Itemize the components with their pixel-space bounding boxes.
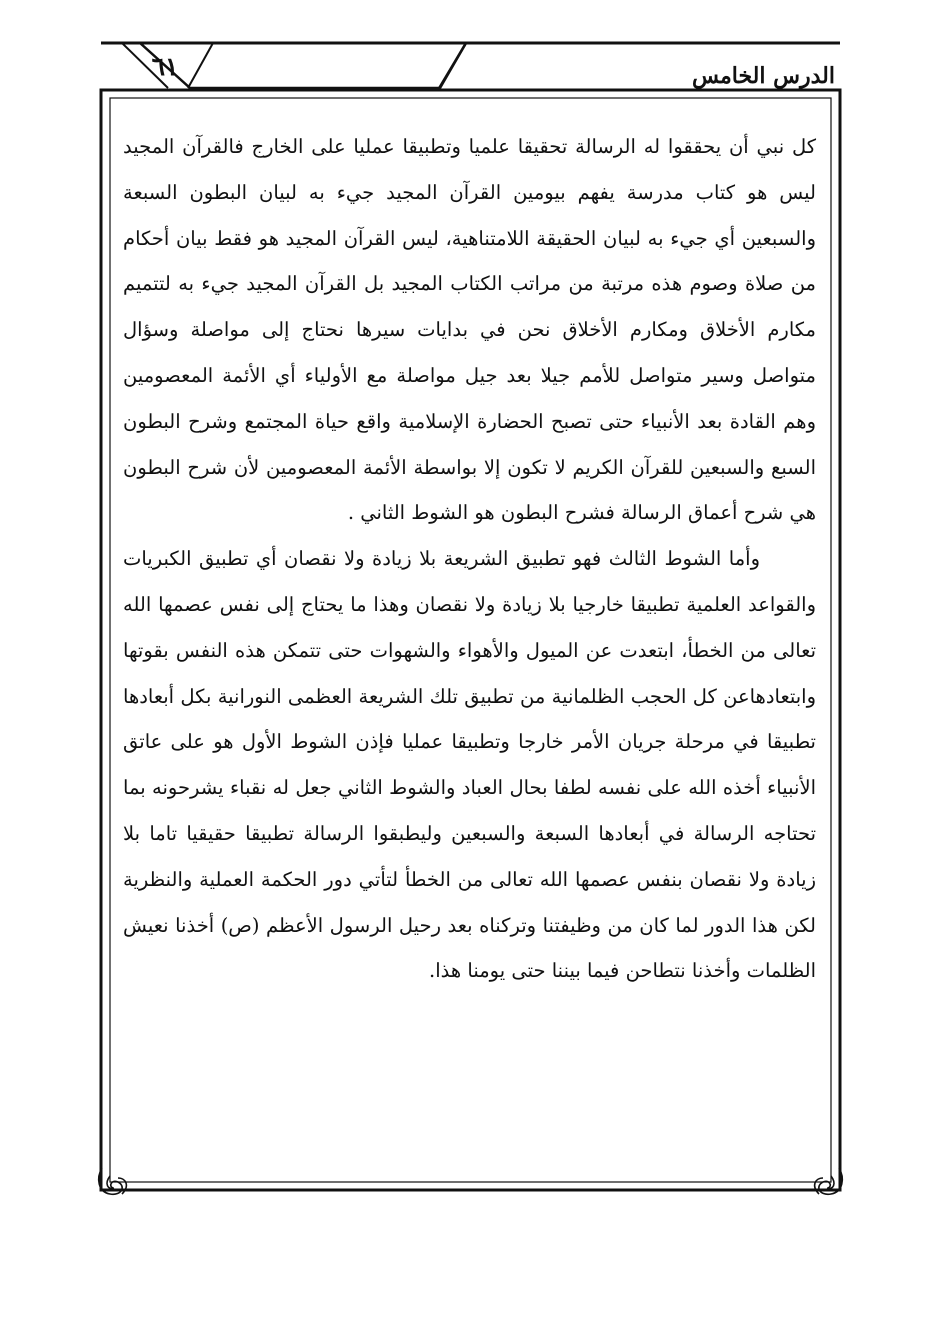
page-number: ٦١ bbox=[151, 52, 179, 81]
paragraph: وأما الشوط الثالث فهو تطبيق الشريعة بلا زيادة ولا نقصان أي تطبيق الكبريات والقواعد العلمية تطبيقا خارجيا بلا زيادة ولا نقصان وهذا ما يحتاج إلى نفس عصمها الله تعالى من الخطأ، ابتعدت عن الميول والأهواء والشهوات حتى تتمكن هذه النفس بقوتها وابتعادهاعن كل الحجب الظلمانية من تطبيق تلك الشريعة العظمى النورانية بكل أبعادها تطبيقا في مرحلة جريان الأمر خارجا وتطبيقا عمليا فإذن الشوط الأول هو على عاتق الأنبياء أخذه الله على نفسه لطفا بحال العباد والشوط الثاني جعل له نقباء يشرحونه بما تحتاجه الرسالة في أبعادها السبعة والسبعين وليطبقوا الرسالة تطبيقا حقيقيا تاما بلا زيادة ولا نقصان بنفس عصمها الله تعالى من الخطأ لتأتي دور الحكمة العملية والنظرية لكن هذا الدور لما كان من وظيفتنا وتركناه بعد رحيل الرسول الأعظم (ص) أخذنا نعيش الظلمات وأخذنا نتطاحن فيما بيننا حتى يومنا هذا. bbox=[123, 547, 816, 983]
paragraph: كل نبي أن يحققوا له الرسالة تحقيقا علميا وتطبيقا عمليا على الخارج فالقرآن المجيد ليس هو كتاب مدرسة يفهم بيومين القرآن المجيد جيء به لبيان البطون السبعة والسبعين أي جيء به لبيان الحقيقة اللامتناهية، ليس القرآن المجيد هو فقط بيان أحكام من صلاة وصوم هذه مرتبة من مراتب الكتاب المجيد بل القرآن المجيد جيء به لتتميم مكارم الأخلاق ومكارم الأخلاق نحن في بدايات سيرها نحتاج إلى مواصلة وسؤال متواصل وسير متواصل للأمم جيلا بعد جيل مواصلة مع الأولياء أي الأئمة المعصومين وهم القادة بعد الأنبياء حتى تصبح الحضارة الإسلامية واقع حياة المجتمع وشرح البطون السبع والسبعين للقرآن الكريم لا تكون إلا بواسطة الأئمة المعصومين لأن شرح البطون هي شرح أعماق الرسالة فشرح البطون هو الشوط الثاني . bbox=[123, 135, 816, 525]
header-right-slant bbox=[438, 43, 466, 90]
chapter-title: الدرس الخامس bbox=[691, 63, 835, 89]
text-body bbox=[123, 124, 816, 994]
